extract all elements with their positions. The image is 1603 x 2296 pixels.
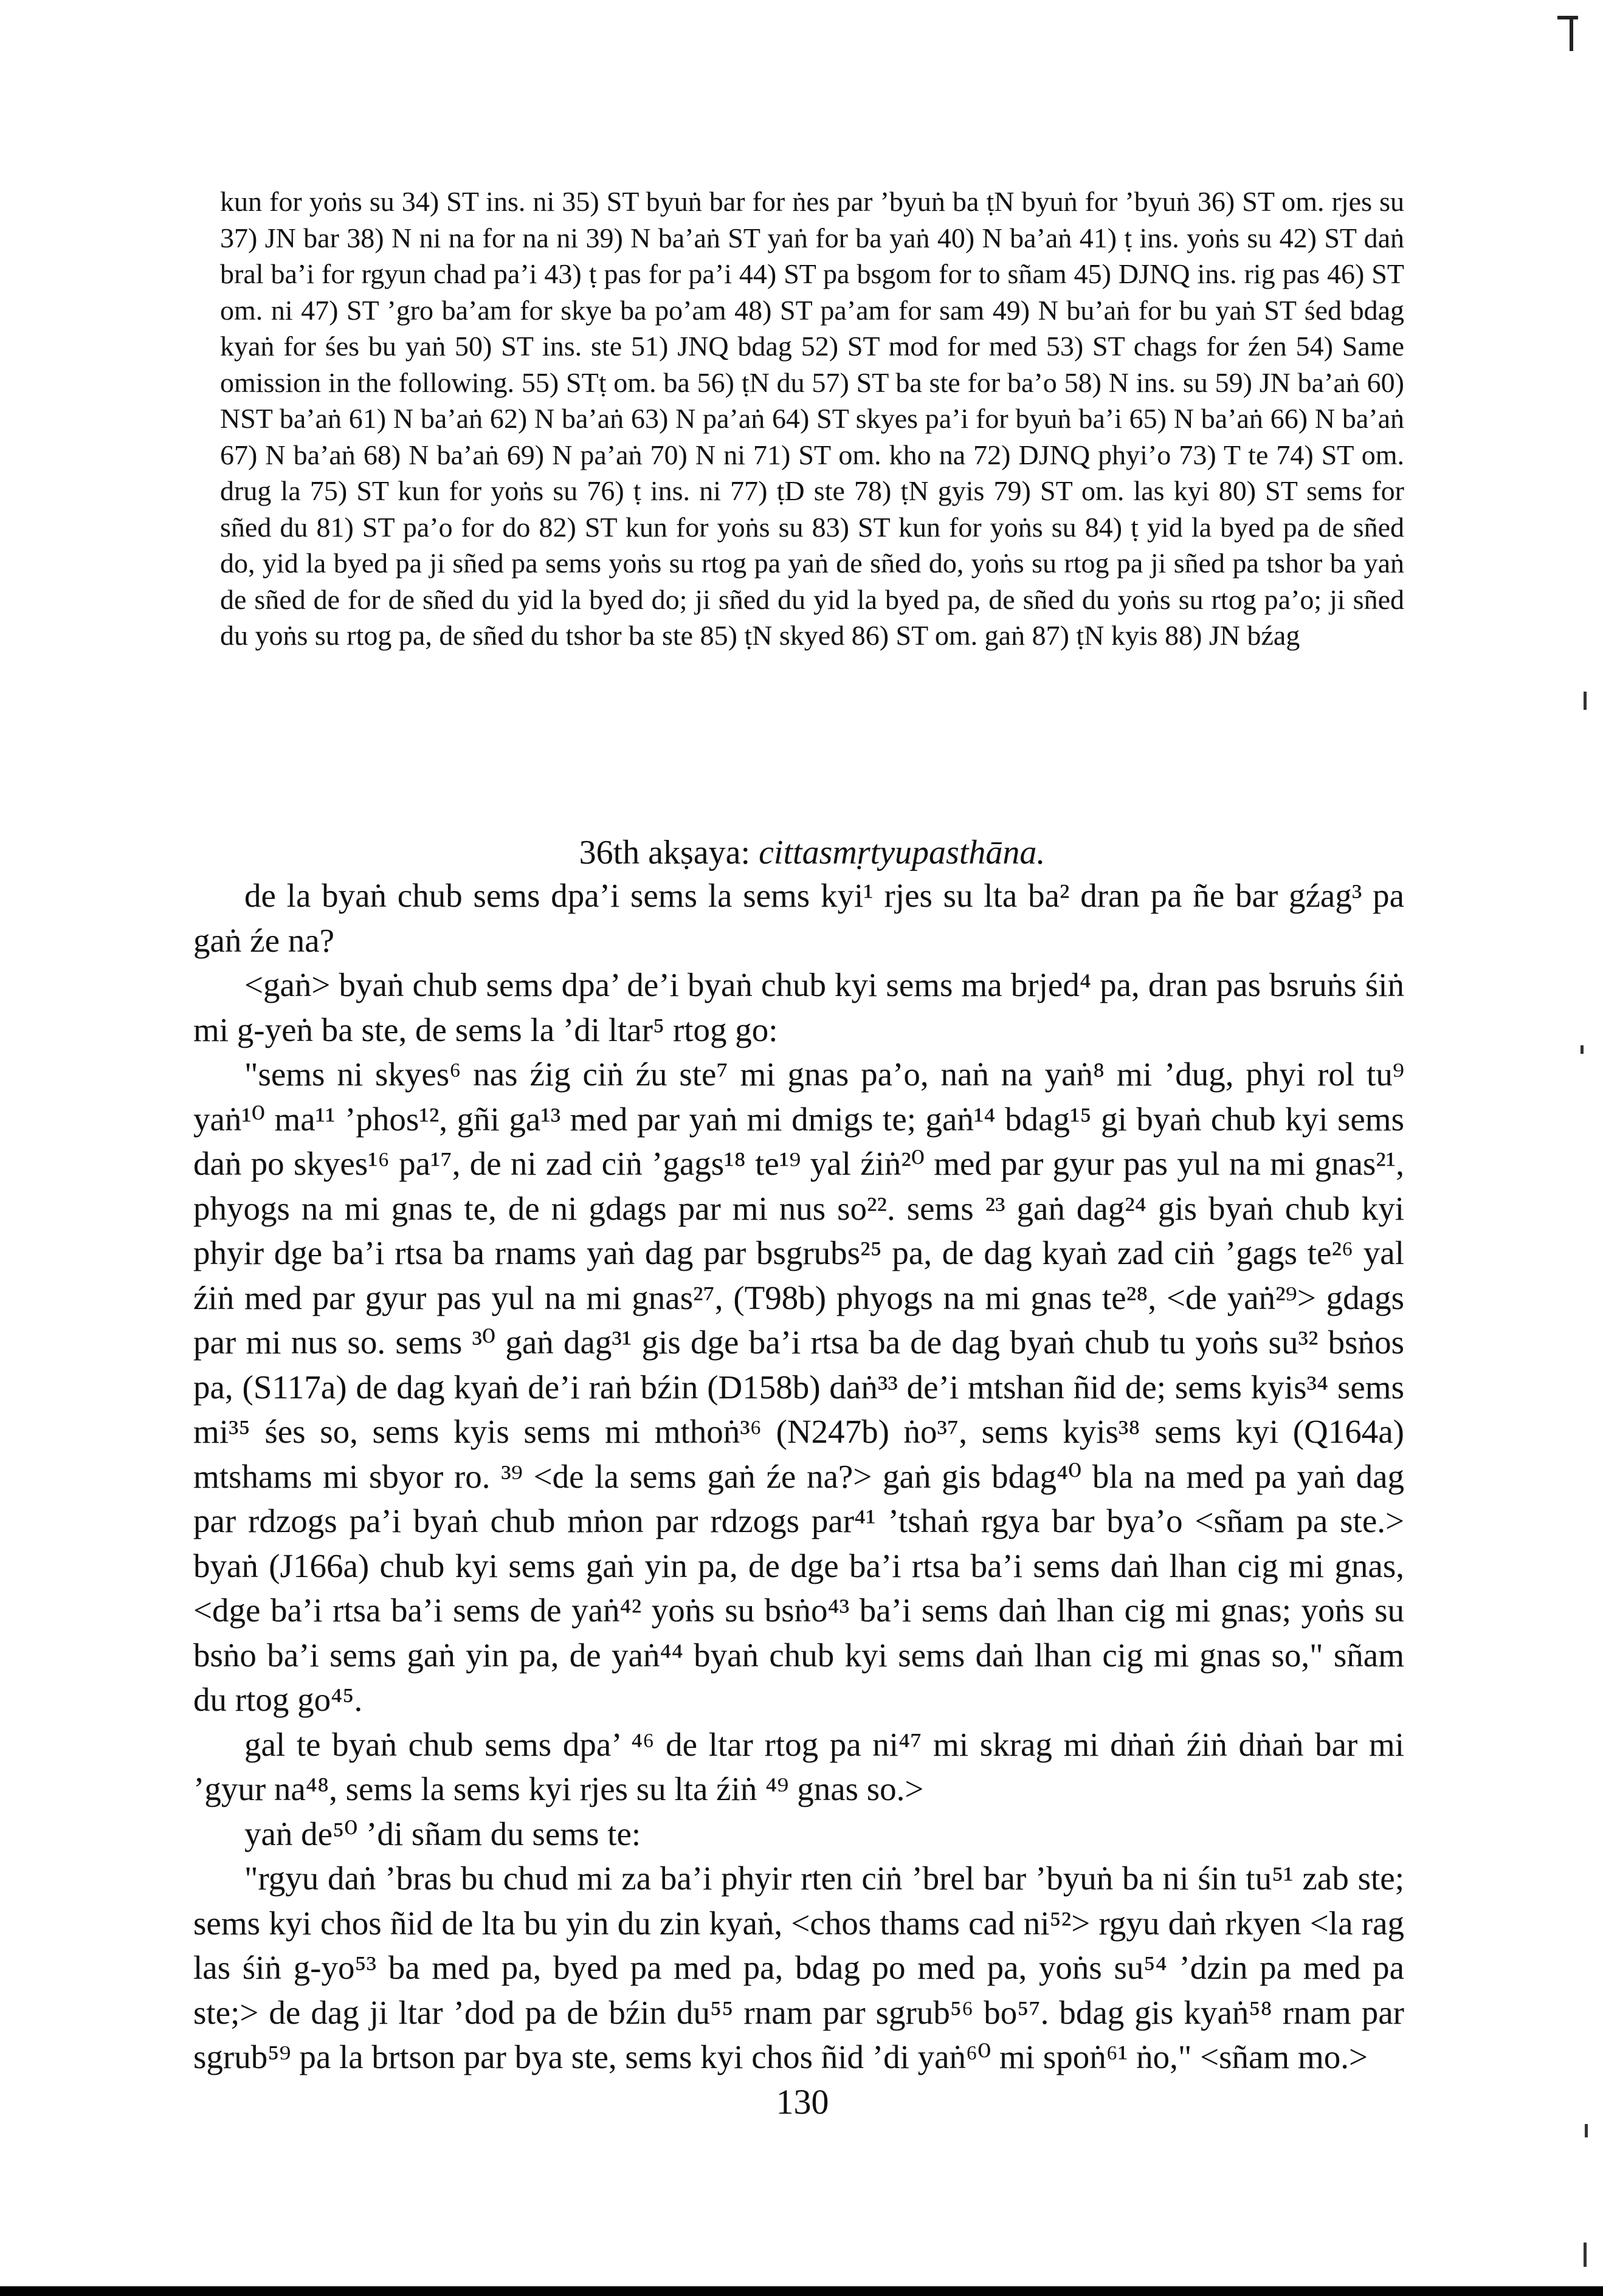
crop-mark bbox=[1570, 16, 1573, 51]
paragraph: yaṅ de⁵⁰ ’di sñam du sems te: bbox=[244, 1815, 641, 1852]
paragraph: <gaṅ> byaṅ chub sems dpa’ de’i byaṅ chub kyi sems ma brjed⁴ pa, dran pas bsruṅs śiṅ mi g-yeṅ ba ste, de sems la ’di ltar⁵ rtog go: bbox=[193, 966, 1404, 1048]
footnotes-block bbox=[220, 184, 1404, 654]
paragraph: de la byaṅ chub sems dpa’i sems la sems kyi¹ rjes su lta ba² dran pa ñe bar gźag³ pa gaṅ źe na? bbox=[193, 877, 1404, 959]
heading-title: cittasmṛtyupasthāna. bbox=[759, 834, 1046, 871]
crop-mark bbox=[1557, 16, 1578, 19]
footnote-text: kun for yoṅs su 34) ST ins. ni 35) ST byuṅ bar for ṅes par ’byuṅ ba ṭN byuṅ for ’byuṅ 36) ST om. rjes su 37) JN bar 38) N ni na for na ni 39) N ba’aṅ ST yaṅ for ba yaṅ 40) N ba’aṅ 41) ṭ ins. yoṅs su 42) ST daṅ bral ba’i for rgyun chad pa’i 43) ṭ pas for pa’i 44) ST pa bsgom for to sñam 45) DJNQ ins. rig pas 46) ST om. ni 47) ST ’gro ba’am for skye ba po’am 48) ST pa’am for sam 49) N bu’aṅ for bu yaṅ ST śed bdag kyaṅ for śes bu yaṅ 50) ST ins. ste 51) JNQ bdag 52) ST mod for med 53) ST chags for źen 54) Same omission in the following. 55) STṭ om. ba 56) ṭN du 57) ST ba ste for ba’o 58) N ins. su 59) JN ba’aṅ 60) NST ba’aṅ 61) N ba’aṅ 62) N ba’aṅ 63) N pa’aṅ 64) ST skyes pa’i for byuṅ ba’i 65) N ba’aṅ 66) N ba’aṅ 67) N ba’aṅ 68) N ba’aṅ 69) N pa’aṅ 70) N ni 71) ST om. kho na 72) DJNQ phyi’o 73) T te 74) ST om. drug la 75) ST kun for yoṅs su 76) ṭ ins. ni 77) ṭD ste 78) ṭN gyis 79) ST om. las kyi 80) ST sems for sñed du 81) ST pa’o for do 82) ST kun for yoṅs su 83) ST kun for yoṅs su 84) ṭ yid la byed pa de sñed do, yid la byed pa ji sñed pa sems yoṅs su rtog pa yaṅ de sñed do, yoṅs su rtog pa ji sñed pa tshor ba yaṅ de sñed de for de sñed du yid la byed do; ji sñed du yid la byed pa, de sñed du yoṅs su rtog pa’o; ji sñed du yoṅs su rtog pa, de sñed du tshor ba ste 85) ṭN skyed 86) ST om. gaṅ 87) ṭN kyis 88) JN bźag bbox=[220, 186, 1404, 651]
margin-mark bbox=[1581, 1045, 1584, 1054]
page-number: 130 bbox=[776, 2082, 829, 2122]
margin-mark bbox=[1584, 692, 1587, 710]
heading-prefix: 36th akṣaya: bbox=[579, 834, 759, 871]
paragraph: gal te byaṅ chub sems dpa’ ⁴⁶ de ltar rtog pa ni⁴⁷ mi skrag mi dṅaṅ źiṅ dṅaṅ bar mi ’gyur na⁴⁸, sems la sems kyi rjes su lta źiṅ ⁴⁹ gnas so.> bbox=[193, 1725, 1404, 1807]
paragraph: "sems ni skyes⁶ nas źig ciṅ źu ste⁷ mi gnas pa’o, naṅ na yaṅ⁸ mi ’dug, phyi rol tu⁹ yaṅ¹⁰ ma¹¹ ’phos¹², gñi ga¹³ med par yaṅ mi dmigs te; gaṅ¹⁴ bdag¹⁵ gi byaṅ chub kyi sems daṅ po skyes¹⁶ pa¹⁷, de ni zad ciṅ ’gags¹⁸ te¹⁹ yal źiṅ²⁰ med par gyur pas yul na mi gnas²¹, phyogs na mi gnas te, de ni gdags par mi nus so²². sems ²³ gaṅ dag²⁴ gis byaṅ chub kyi phyir dge ba’i rtsa ba rnams yaṅ dag par bsgrubs²⁵ pa, de dag kyaṅ zad ciṅ ’gags te²⁶ yal źiṅ med par gyur pas yul na mi gnas²⁷, (T98b) phyogs na mi gnas te²⁸, <de yaṅ²⁹> gdags par mi nus so. sems ³⁰ gaṅ dag³¹ gis dge ba’i rtsa ba de dag byaṅ chub tu yoṅs su³² bsṅos pa, (S117a) de dag kyaṅ de’i raṅ bźin (D158b) daṅ³³ de’i mtshan ñid de; sems kyis³⁴ sems mi³⁵ śes so, sems kyis sems mi mthoṅ³⁶ (N247b) ṅo³⁷, sems kyis³⁸ sems kyi (Q164a) mtshams mi sbyor ro. ³⁹ <de la sems gaṅ źe na?> gaṅ gis bdag⁴⁰ bla na med pa yaṅ dag par rdzogs pa’i byaṅ chub mṅon par rdzogs par⁴¹ ’tshaṅ rgya bar bya’o <sñam pa ste.> byaṅ (J166a) chub kyi sems gaṅ yin pa, de dge ba’i rtsa ba’i sems daṅ lhan cig mi gnas, <dge ba’i rtsa ba’i sems de yaṅ⁴² yoṅs su bsṅo⁴³ ba’i sems daṅ lhan cig mi gnas; yoṅs su bsṅo ba’i sems gaṅ yin pa, de yaṅ⁴⁴ byaṅ chub kyi sems daṅ lhan cig mi gnas so," sñam du rtog go⁴⁵. bbox=[193, 1056, 1404, 1718]
main-text bbox=[193, 873, 1404, 2080]
section-heading bbox=[220, 831, 1404, 874]
paragraph: "rgyu daṅ ’bras bu chud mi za ba’i phyir rten ciṅ ’brel bar ’byuṅ ba ni śin tu⁵¹ zab ste; sems kyi chos ñid de lta bu yin du zin kyaṅ, <chos thams cad ni⁵²> rgyu daṅ rkyen <la rag las śiṅ g-yo⁵³ ba med pa, byed pa med pa, bdag po med pa, yoṅs su⁵⁴ ’dzin pa med pa ste;> de dag ji ltar ’dod pa de bźin du⁵⁵ rnam par sgrub⁵⁶ bo⁵⁷. bdag gis kyaṅ⁵⁸ rnam par sgrub⁵⁹ pa la brtson par bya ste, sems kyi chos ñid ’di yaṅ⁶⁰ mi spoṅ⁶¹ ṅo," <sñam mo.> bbox=[193, 1860, 1404, 2075]
margin-mark bbox=[1584, 2243, 1587, 2267]
margin-mark bbox=[1585, 2124, 1588, 2137]
scan-edge bbox=[0, 2286, 1603, 2296]
